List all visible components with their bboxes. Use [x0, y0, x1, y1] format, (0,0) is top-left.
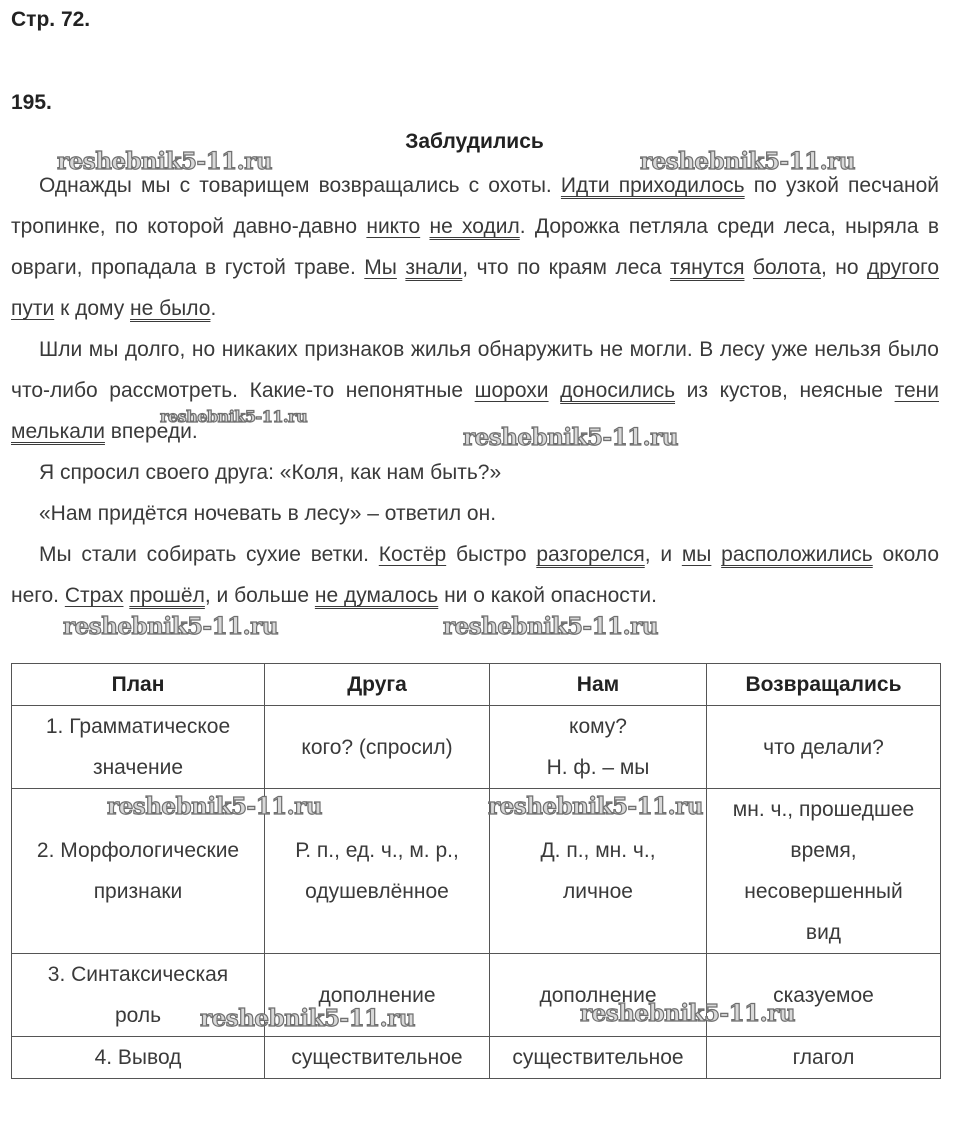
text-run: , что по краям леса: [462, 256, 671, 279]
double-underlined-word: расположились: [721, 543, 873, 566]
watermark: reshebnik5-11.ru: [107, 793, 322, 820]
double-underlined-word: доносились: [560, 379, 676, 402]
cell-line: 4. Вывод: [94, 1046, 182, 1069]
cell-line: существительное: [291, 1046, 463, 1069]
table-row: [12, 1037, 941, 1079]
parsing-table: [11, 663, 941, 1079]
double-underlined-word: знали: [405, 256, 463, 279]
watermark: reshebnik5-11.ru: [160, 407, 308, 426]
cell-line: кому?: [569, 715, 627, 738]
cell-line: одушевлённое: [305, 880, 449, 903]
underlined-word: болота: [752, 256, 821, 279]
text-run: .: [210, 297, 217, 320]
watermark: reshebnik5-11.ru: [463, 424, 678, 451]
header-vozvrashchalis: Возвращались: [707, 664, 941, 706]
cell-line: несовершенный: [744, 880, 903, 903]
table-cell: [707, 706, 941, 789]
watermark: reshebnik5-11.ru: [443, 613, 658, 640]
cell-line: Р. п., ед. ч., м. р.,: [295, 839, 459, 862]
watermark: reshebnik5-11.ru: [488, 793, 703, 820]
text-title: Заблудились: [405, 130, 544, 153]
double-underlined-word: не думалось: [314, 584, 439, 607]
text-run: из кустов, неясные: [675, 379, 895, 402]
table-cell: [12, 1037, 265, 1079]
underlined-word: шорохи: [474, 379, 549, 402]
cell-line: 2. Морфологические: [36, 839, 240, 862]
underlined-word: мы: [681, 543, 712, 566]
cell-line: личное: [563, 880, 633, 903]
paragraph-1: [11, 165, 939, 329]
underlined-word: Страх: [64, 584, 124, 607]
double-underlined-word: не было: [130, 297, 211, 320]
underlined-word: тени: [894, 379, 939, 402]
cell-line: роль: [114, 1004, 162, 1027]
text-run: [711, 543, 721, 566]
cell-line: дополнение: [539, 983, 657, 1007]
cell-line: признаки: [93, 880, 183, 903]
text-run: ни о какой опасности.: [438, 584, 657, 607]
table-row: [12, 706, 941, 789]
double-underlined-word: разгорелся: [536, 543, 645, 566]
table-cell: [707, 1037, 941, 1079]
page-reference: Стр. 72.: [11, 8, 91, 31]
table-header-row: [12, 664, 941, 706]
cell-line: мн. ч., прошедшее: [732, 798, 915, 821]
text-run: . Дорожка петляла среди леса, ныряла в овраги, пропадала в густой траве.: [11, 215, 939, 279]
cell-line: 1. Грамматическое: [45, 715, 231, 738]
table-cell: [265, 1037, 490, 1079]
text-run: Мы стали собирать сухие ветки.: [39, 543, 379, 566]
text-run: , и: [644, 543, 682, 566]
exercise-number: 195.: [11, 91, 52, 114]
text-run: около него.: [11, 543, 940, 607]
table-cell: [265, 706, 490, 789]
cell-line: Н. ф. – мы: [546, 756, 650, 779]
cell-line: вид: [805, 921, 842, 944]
header-druga: Друга: [265, 664, 490, 706]
double-underlined-word: мелькали: [11, 420, 105, 443]
cell-line: что делали?: [763, 735, 884, 759]
underlined-word: другого пути: [11, 256, 939, 320]
text-run: к дому: [54, 297, 131, 320]
cell-line: время,: [790, 839, 857, 862]
paragraph-4: [11, 493, 939, 534]
underlined-word: Мы: [364, 256, 397, 279]
text-run: [549, 379, 561, 402]
paragraph-3: [11, 452, 939, 493]
double-underlined-word: тянутся: [670, 256, 745, 279]
double-underlined-word: Идти приходилось: [560, 174, 745, 197]
text-run: [744, 256, 753, 279]
text-run: Я спросил своего друга: «Коля, как нам быть?»: [39, 461, 502, 484]
text-run: , и больше: [204, 584, 315, 607]
cell-line: 3. Синтаксическая: [47, 963, 229, 986]
double-underlined-word: не ходил: [429, 215, 520, 238]
header-plan: План: [12, 664, 265, 706]
cell-line: глагол: [792, 1046, 855, 1069]
cell-line: дополнение: [318, 983, 436, 1007]
cell-line: сказуемое: [773, 983, 874, 1007]
cell-line: значение: [92, 756, 184, 779]
text-run: , но: [820, 256, 868, 279]
watermark: reshebnik5-11.ru: [200, 1005, 415, 1032]
text-run: «Нам придётся ночевать в лесу» – ответил он.: [39, 502, 497, 525]
double-underlined-word: прошёл: [129, 584, 205, 607]
table-cell: [707, 789, 941, 954]
cell-line: кого? (спросил): [301, 735, 453, 759]
watermark: reshebnik5-11.ru: [57, 148, 272, 175]
cell-line: Д. п., мн. ч.,: [540, 839, 656, 862]
text-run: по узкой песчаной тропинке, по которой давно-давно: [11, 174, 940, 238]
header-nam: Нам: [490, 664, 707, 706]
paragraph-5: [11, 534, 939, 616]
text-run: Шли мы долго, но никаких признаков жилья обнаружить не могли. В лесу уже нельзя было что-либо рассмотреть. Какие-то непонятные: [11, 338, 939, 402]
underlined-word: никто: [366, 215, 421, 238]
cell-line: существительное: [512, 1046, 684, 1069]
text-run: быстро: [446, 543, 537, 566]
table-cell: [490, 706, 707, 789]
watermark: reshebnik5-11.ru: [640, 148, 855, 175]
table-row: [12, 954, 941, 1037]
text-run: впереди.: [104, 420, 198, 443]
watermark: reshebnik5-11.ru: [63, 613, 278, 640]
table-cell: [490, 1037, 707, 1079]
watermark: reshebnik5-11.ru: [580, 1000, 795, 1027]
text-run: Однажды мы с товарищем возвращались с охоты.: [39, 174, 561, 197]
exercise-text: [11, 165, 939, 616]
underlined-word: Костёр: [378, 543, 447, 566]
table-cell: [12, 706, 265, 789]
